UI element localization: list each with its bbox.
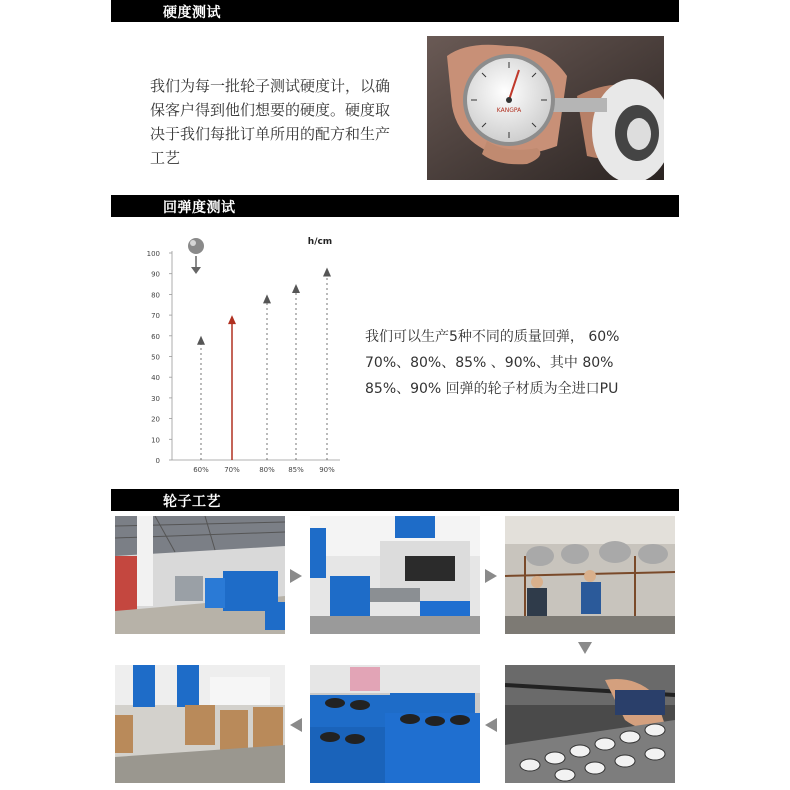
photo-wheel-crates	[310, 665, 480, 783]
section-title: 硬度测试	[163, 5, 221, 21]
text-line: 工艺	[150, 149, 181, 167]
y-tick-label: 20	[151, 415, 160, 424]
photo-assembly-line	[505, 665, 675, 783]
text-line: 决于我们每批订单所用的配方和生产	[150, 125, 391, 143]
unit-label: h/cm	[307, 237, 333, 247]
bar-head-80%	[263, 294, 271, 303]
rebound-description	[365, 324, 665, 402]
photo-warehouse-floor	[115, 516, 285, 634]
text-line: 保客户得到他们想要的硬度。硬度取	[150, 101, 391, 119]
y-tick-label: 90	[151, 270, 160, 279]
section-header-hardness	[111, 0, 679, 22]
section-header-rebound	[111, 195, 679, 217]
y-tick-label: 40	[151, 374, 160, 383]
ball-icon	[188, 238, 204, 254]
y-tick-label: 30	[151, 394, 160, 403]
bar-head-85%	[292, 284, 300, 293]
y-tick-label: 70	[151, 312, 160, 321]
arrow-right-icon	[485, 569, 497, 583]
text-line: 85%、90% 回弹的轮子材质为全进口PU	[365, 381, 619, 397]
section-header-process	[111, 489, 679, 511]
bar-head-70%	[228, 315, 236, 324]
x-tick-label: 80%	[259, 466, 275, 474]
y-tick-label: 100	[146, 250, 160, 258]
x-tick-label: 85%	[288, 466, 304, 474]
photo-reactor-workshop	[505, 516, 675, 634]
drop-arrow-head	[191, 267, 201, 274]
x-tick-label: 60%	[193, 466, 209, 474]
gauge-brand-text: KANGPA	[496, 107, 522, 114]
hardness-description	[150, 74, 420, 170]
arrow-down-icon	[578, 642, 592, 654]
text-line: 我们为每一批轮子测试硬度计，以确	[150, 77, 391, 95]
bar-head-90%	[323, 267, 331, 276]
photo-printing-machine	[310, 516, 480, 634]
text-line: 70%、80%、85% 、90%、其中 80%	[365, 355, 614, 371]
bar-head-60%	[197, 336, 205, 345]
ball-highlight	[190, 240, 196, 246]
rebound-chart	[140, 228, 350, 478]
y-tick-label: 10	[151, 436, 160, 445]
arrow-left-icon	[485, 718, 497, 732]
arrow-right-icon	[290, 569, 302, 583]
photo-packing-warehouse	[115, 665, 285, 783]
section-title: 回弹度测试	[163, 200, 236, 216]
x-tick-label: 70%	[224, 466, 240, 474]
y-tick-label: 60	[151, 332, 160, 341]
arrow-left-icon	[290, 718, 302, 732]
y-tick-label: 0	[155, 457, 160, 465]
y-tick-label: 50	[151, 353, 160, 362]
text-line: 我们可以生产5种不同的质量回弹， 60%	[365, 329, 620, 345]
section-title: 轮子工艺	[163, 494, 221, 510]
hardness-gauge-photo	[427, 36, 664, 180]
y-tick-label: 80	[151, 291, 160, 300]
x-tick-label: 90%	[319, 466, 335, 474]
